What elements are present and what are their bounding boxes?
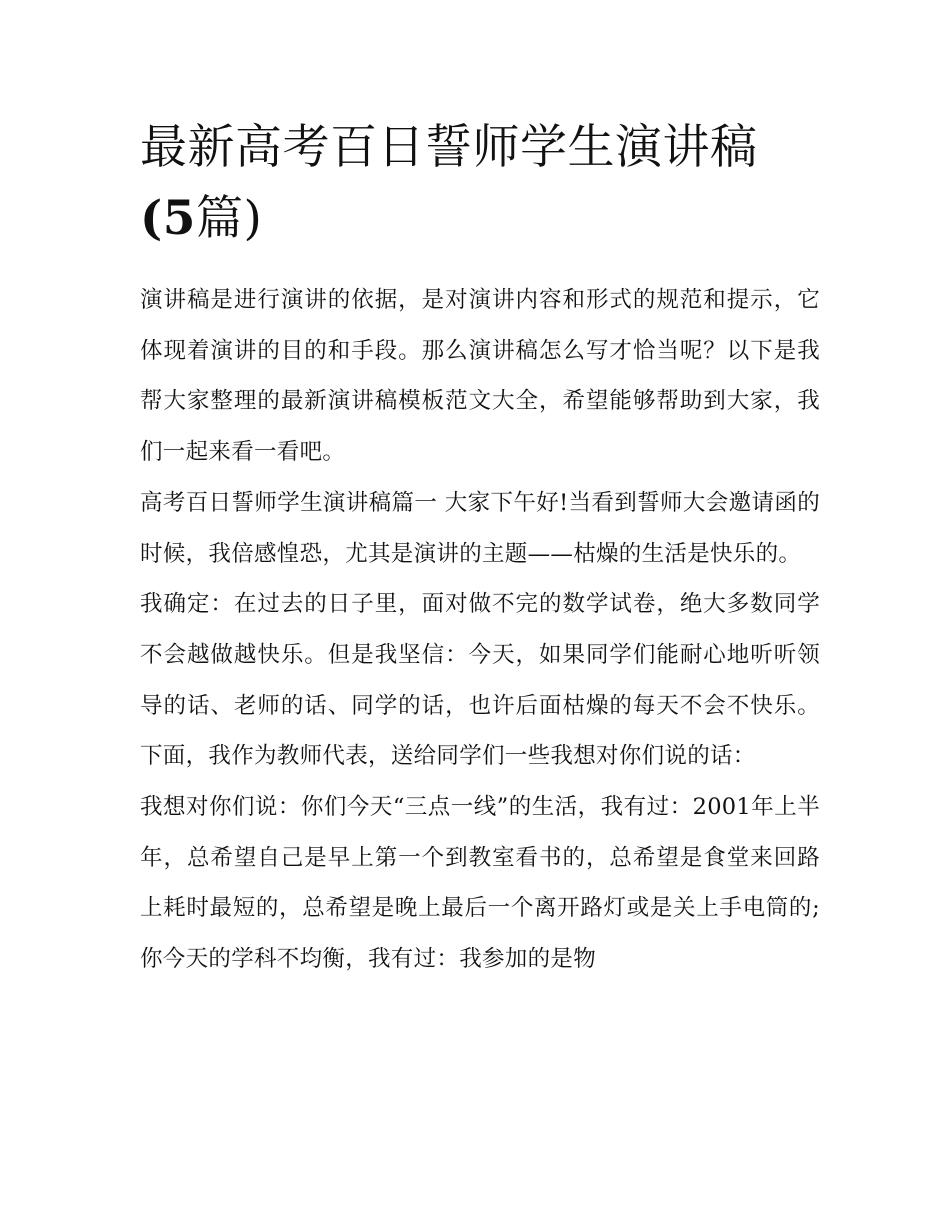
paragraph-intro: 演讲稿是进行演讲的依据，是对演讲内容和形式的规范和提示，它体现着演讲的目的和手段。那么演讲稿怎么写才恰当呢？以下是我帮大家整理的最新演讲稿模板范文大全，希望能够帮助到大家，我们一起来看一看吧。 [140, 287, 820, 466]
document-body [140, 275, 820, 985]
title-count: 5 [162, 191, 196, 246]
document-page [140, 112, 820, 985]
paragraph-speech-opening: 高考百日誓师学生演讲稿篇一 大家下午好!当看到誓师大会邀请函的时候，我倍感惶恐，尤其是演讲的主题——枯燥的生活是快乐的。 [140, 489, 820, 567]
title-paren-open: ( [140, 191, 163, 246]
paragraph-speech-continued: 我想对你们说：你们今天“三点一线”的生活，我有过：2001年上半年，总希望自己是早上第一个到教室看书的，总希望是食堂来回路上耗时最短的，总希望是晚上最后一个离开路灯或是关上手电筒的;你今天的学科不均衡，我有过：我参加的是物 [140, 794, 820, 973]
title-line-1: 最新高考百日誓师学生演讲稿 [140, 120, 758, 175]
paragraph-speech-body: 我确定：在过去的日子里，面对做不完的数学试卷，绝大多数同学不会越做越快乐。但是我坚信：今天，如果同学们能耐心地听听领导的话、老师的话、同学的话，也许后面枯燥的每天不会不快乐。下面，我作为教师代表，送给同学们一些我想对你们说的话： [140, 591, 820, 770]
document-title [140, 112, 820, 254]
title-line-2-rest: 篇) [195, 191, 263, 246]
